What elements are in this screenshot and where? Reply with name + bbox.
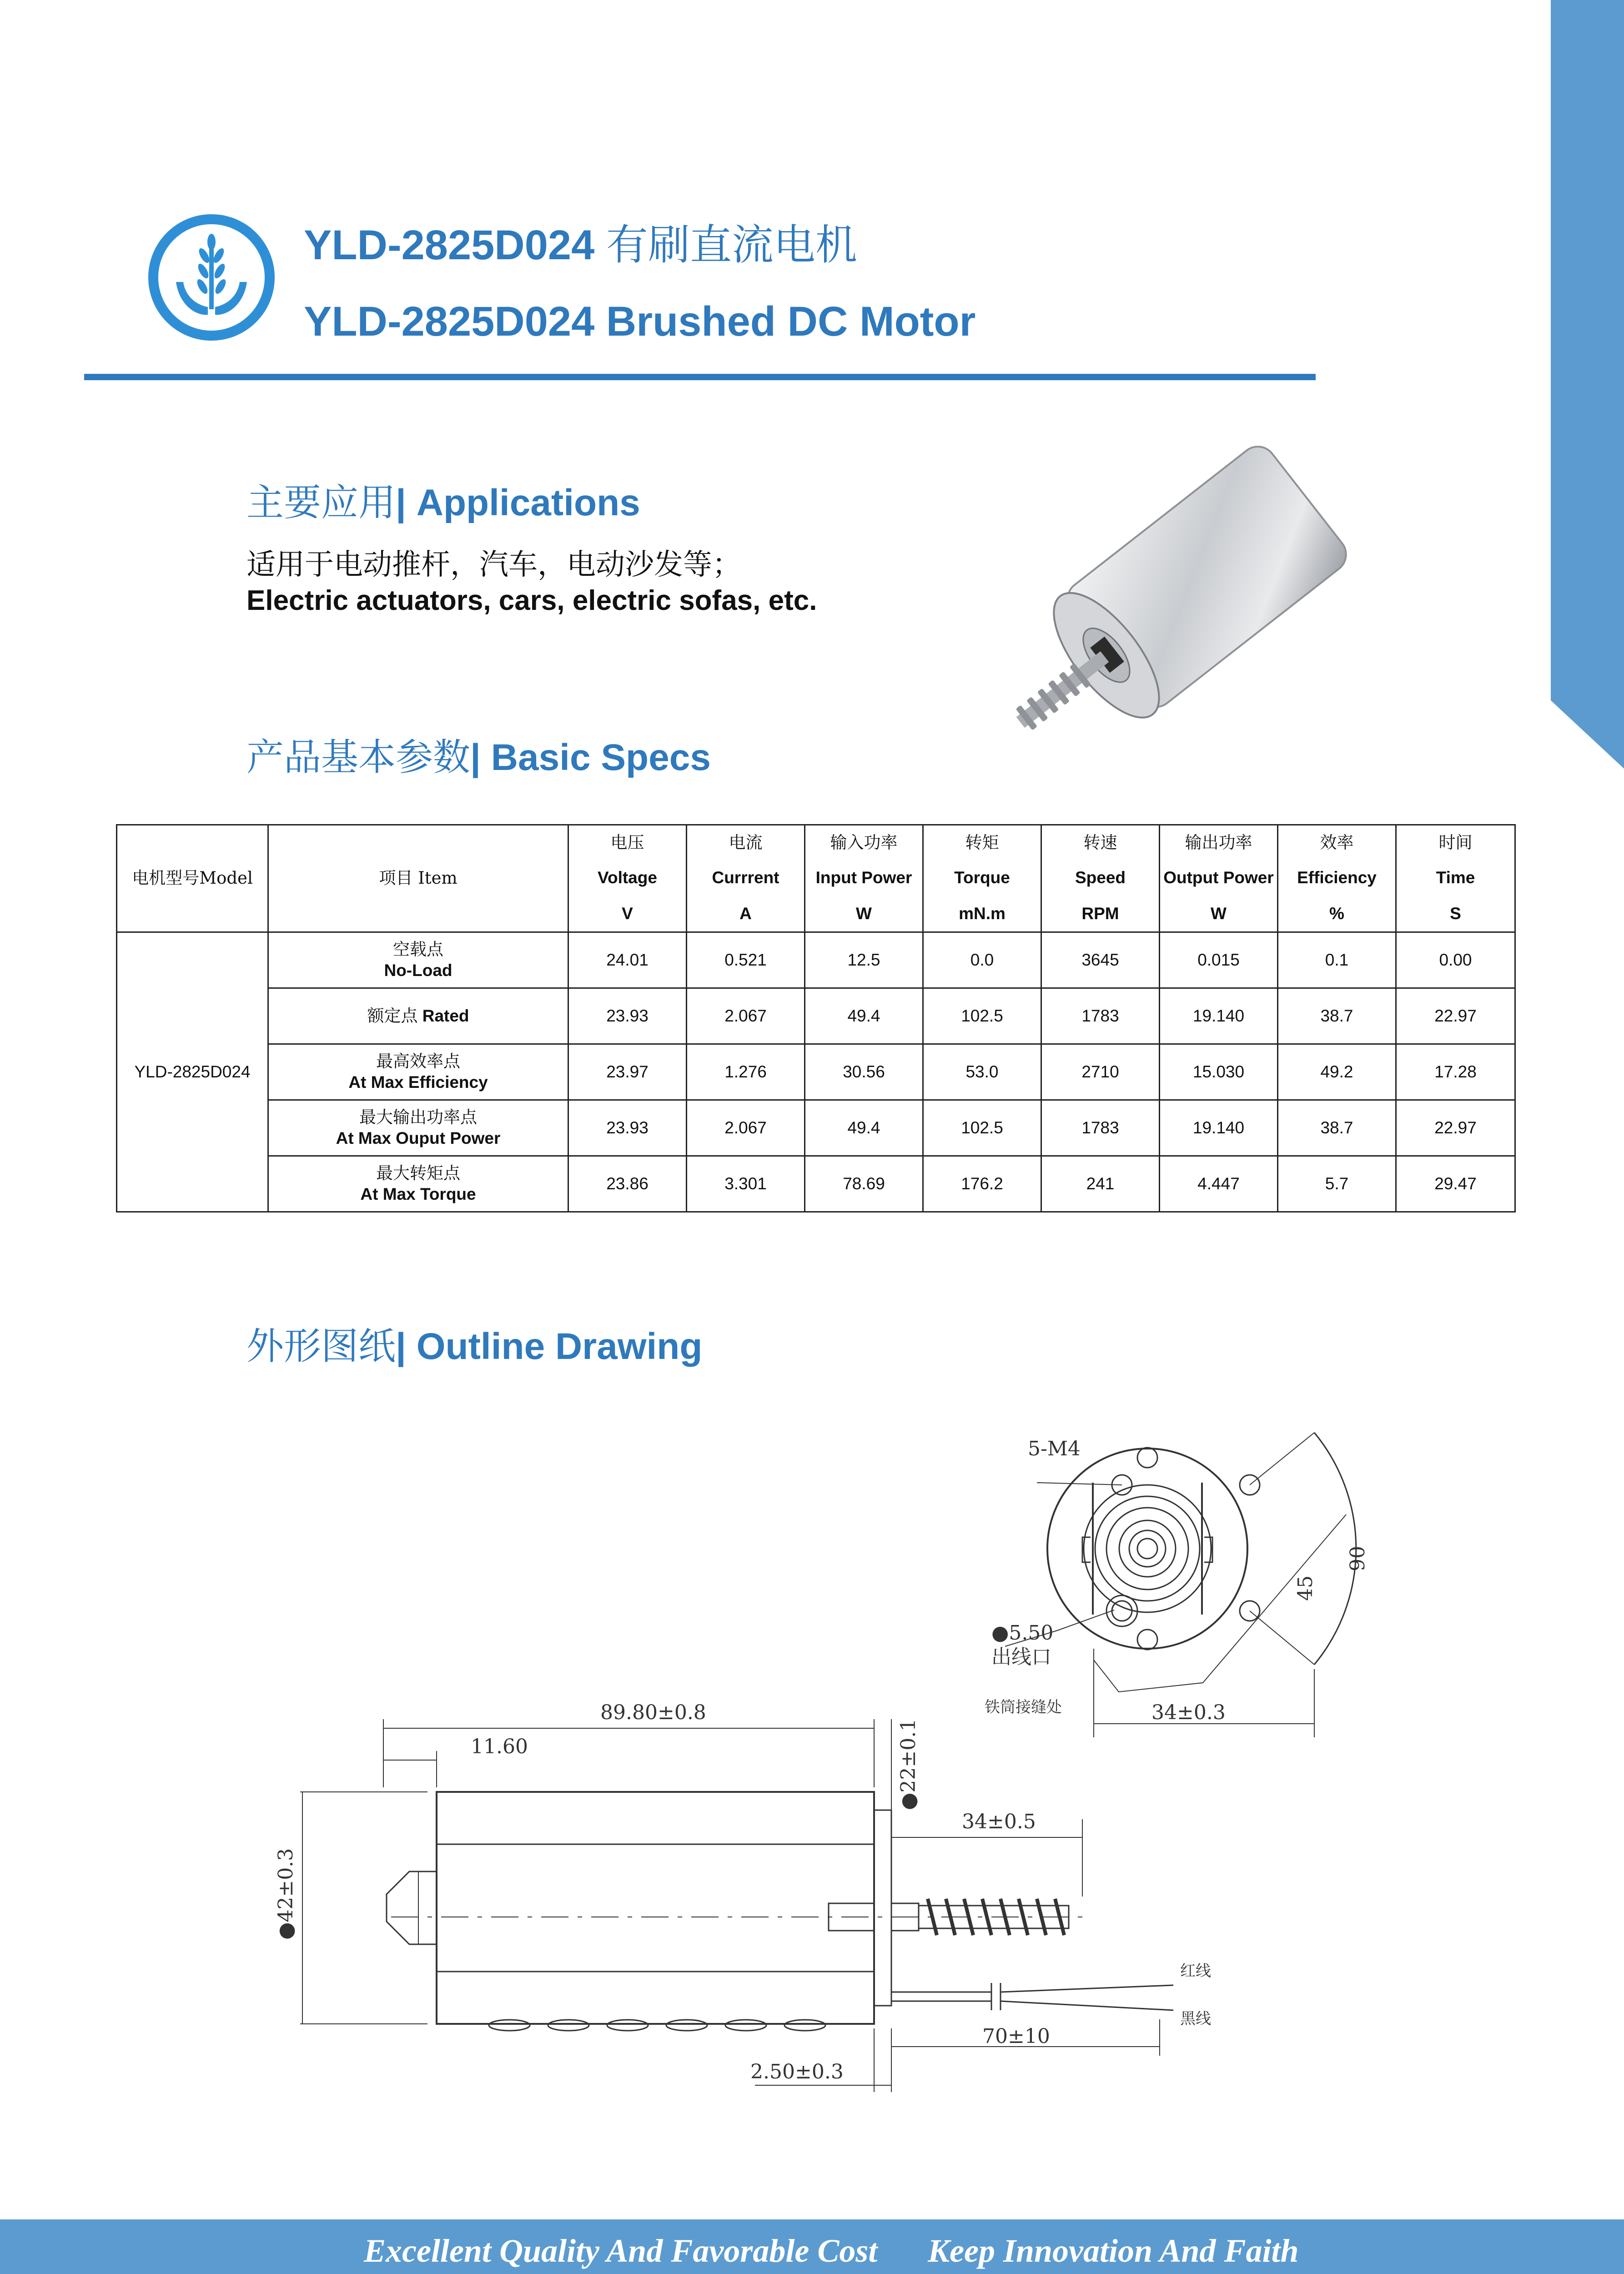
cell: 1783 bbox=[1041, 1100, 1160, 1156]
row-label-cn: 最高效率点 bbox=[376, 1051, 460, 1071]
cell: 241 bbox=[1041, 1156, 1160, 1212]
col-en-header: Speed bbox=[1041, 860, 1160, 896]
cell: 0.0 bbox=[923, 932, 1041, 988]
applications-heading-cn: 主要应用 bbox=[246, 481, 396, 524]
col-cn-header: 效率 bbox=[1278, 825, 1396, 860]
cell: 23.97 bbox=[568, 1044, 687, 1100]
col-cn-header: 转速 bbox=[1041, 825, 1160, 860]
col-en-header: Currrent bbox=[687, 860, 805, 896]
applications-heading bbox=[246, 473, 640, 526]
label-outlet: 出线口 bbox=[991, 1645, 1051, 1669]
label-angle-90: 90 bbox=[1346, 1546, 1369, 1571]
model-header: 电机型号Model bbox=[117, 825, 268, 932]
cell: 23.86 bbox=[568, 1156, 687, 1212]
specs-heading-en: | Basic Specs bbox=[470, 737, 711, 778]
cell: 49.4 bbox=[805, 988, 923, 1044]
row-label-cn: 最大转矩点 bbox=[376, 1163, 460, 1183]
specs-heading bbox=[246, 728, 711, 781]
model-cell: YLD-2825D024 bbox=[117, 932, 268, 1212]
cell: 2710 bbox=[1041, 1044, 1160, 1100]
col-unit: S bbox=[1396, 896, 1515, 932]
row-label-cn: 额定点 bbox=[367, 1006, 418, 1026]
label-dim-length: 89.80±0.8 bbox=[600, 1701, 706, 1724]
cell: 19.140 bbox=[1160, 988, 1278, 1044]
title-cn-suffix: 有刷直流电机 bbox=[606, 221, 857, 269]
row-label bbox=[268, 1156, 568, 1212]
applications-heading-en: | Applications bbox=[396, 482, 640, 523]
row-label bbox=[268, 932, 568, 988]
label-black-wire: 黑线 bbox=[1180, 2010, 1211, 2028]
front-view bbox=[1047, 1448, 1260, 1650]
cell: 1783 bbox=[1041, 988, 1160, 1044]
cell: 0.015 bbox=[1160, 932, 1278, 988]
table-row bbox=[117, 1044, 1515, 1100]
label-dim-dia22: ●22±0.1 bbox=[897, 1718, 920, 1810]
col-unit: W bbox=[1160, 896, 1278, 932]
specs-heading-cn: 产品基本参数 bbox=[246, 736, 471, 779]
cell: 2.067 bbox=[687, 1100, 805, 1156]
footer-band bbox=[0, 2219, 1624, 2274]
col-en-header: Voltage bbox=[568, 860, 687, 896]
cell: 19.140 bbox=[1160, 1100, 1278, 1156]
label-dim-34: 34±0.3 bbox=[1151, 1701, 1226, 1724]
cell: 0.521 bbox=[687, 932, 805, 988]
col-cn-header: 电流 bbox=[687, 825, 805, 860]
row-label-cn: 空载点 bbox=[393, 939, 443, 959]
cell: 1.276 bbox=[687, 1044, 805, 1100]
cell: 3645 bbox=[1041, 932, 1160, 988]
col-unit: RPM bbox=[1041, 896, 1160, 932]
applications-text-cn: 适用于电动推杆，汽车，电动沙发等； bbox=[246, 548, 741, 582]
cell: 38.7 bbox=[1278, 988, 1396, 1044]
title-divider bbox=[84, 374, 1316, 380]
table-row bbox=[117, 1156, 1515, 1212]
page-title-cn bbox=[304, 211, 857, 272]
cell: 3.301 bbox=[687, 1156, 805, 1212]
cell: 12.5 bbox=[805, 932, 923, 988]
col-unit: mN.m bbox=[923, 896, 1041, 932]
label-dim-dia42: ●42±0.3 bbox=[274, 1848, 297, 1940]
cell: 24.01 bbox=[568, 932, 687, 988]
cell: 23.93 bbox=[568, 988, 687, 1044]
page-title-en: YLD-2825D024 Brushed DC Motor bbox=[304, 298, 976, 345]
label-dia-550: ●5.50 bbox=[991, 1621, 1054, 1645]
cell: 17.28 bbox=[1396, 1044, 1515, 1100]
row-label-en: Rated bbox=[422, 1006, 469, 1025]
cell: 29.47 bbox=[1396, 1156, 1515, 1212]
motor-product-image bbox=[955, 428, 1383, 791]
col-en-header: Input Power bbox=[805, 860, 923, 896]
col-cn-header: 输出功率 bbox=[1160, 825, 1278, 860]
cell: 0.00 bbox=[1396, 932, 1515, 988]
cell: 22.97 bbox=[1396, 1100, 1515, 1156]
item-header: 项目 Item bbox=[268, 825, 568, 932]
cell: 4.447 bbox=[1160, 1156, 1278, 1212]
col-unit: W bbox=[805, 896, 923, 932]
table-row bbox=[117, 988, 1515, 1044]
cell: 22.97 bbox=[1396, 988, 1515, 1044]
row-label-en: At Max Ouput Power bbox=[336, 1129, 501, 1147]
col-unit: V bbox=[568, 896, 687, 932]
col-cn-header: 输入功率 bbox=[805, 825, 923, 860]
cell: 30.56 bbox=[805, 1044, 923, 1100]
row-label-cn: 最大输出功率点 bbox=[359, 1107, 477, 1127]
cell: 102.5 bbox=[923, 988, 1041, 1044]
row-label-en: At Max Efficiency bbox=[348, 1073, 488, 1092]
col-en-header: Output Power bbox=[1160, 860, 1278, 896]
cell: 78.69 bbox=[805, 1156, 923, 1212]
col-en-header: Torque bbox=[923, 860, 1041, 896]
specs-table bbox=[116, 824, 1516, 1212]
row-label bbox=[268, 1044, 568, 1100]
company-logo bbox=[148, 214, 275, 341]
label-seam: 铁筒接缝处 bbox=[985, 1698, 1062, 1716]
label-dim-345: 34±0.5 bbox=[962, 1810, 1036, 1833]
cell: 53.0 bbox=[923, 1044, 1041, 1100]
col-cn-header: 时间 bbox=[1396, 825, 1515, 860]
col-unit: % bbox=[1278, 896, 1396, 932]
cell: 38.7 bbox=[1278, 1100, 1396, 1156]
table-row bbox=[117, 1100, 1515, 1156]
label-dim-250: 2.50±0.3 bbox=[750, 2060, 844, 2083]
col-en-header: Efficiency bbox=[1278, 860, 1396, 896]
cell: 2.067 bbox=[687, 988, 805, 1044]
cell: 102.5 bbox=[923, 1100, 1041, 1156]
title-model: YLD-2825D024 bbox=[304, 222, 595, 268]
row-label bbox=[268, 1100, 568, 1156]
footer-slogan-right: Keep Innovation And Faith bbox=[928, 2233, 1299, 2269]
row-label-en: No-Load bbox=[384, 961, 453, 980]
applications-text-en: Electric actuators, cars, electric sofas, etc. bbox=[246, 585, 817, 616]
label-hole-spec: 5-M4 bbox=[1028, 1437, 1081, 1460]
col-en-header: Time bbox=[1396, 860, 1515, 896]
outline-heading-en: | Outline Drawing bbox=[396, 1326, 703, 1367]
cell: 5.7 bbox=[1278, 1156, 1396, 1212]
row-label-en: At Max Torque bbox=[360, 1185, 476, 1203]
col-cn-header: 转矩 bbox=[923, 825, 1041, 860]
outline-drawing bbox=[255, 1401, 1414, 2101]
cell: 176.2 bbox=[923, 1156, 1041, 1212]
outline-heading-cn: 外形图纸 bbox=[246, 1325, 396, 1368]
col-unit: A bbox=[687, 896, 805, 932]
label-red-wire: 红线 bbox=[1180, 1962, 1211, 1980]
label-dim-70: 70±10 bbox=[982, 2025, 1050, 2048]
row-label bbox=[268, 988, 568, 1044]
cell: 49.2 bbox=[1278, 1044, 1396, 1100]
col-cn-header: 电压 bbox=[568, 825, 687, 860]
label-angle-45: 45 bbox=[1294, 1575, 1317, 1601]
cell: 15.030 bbox=[1160, 1044, 1278, 1100]
side-view bbox=[387, 1792, 1173, 2031]
cell: 49.4 bbox=[805, 1100, 923, 1156]
table-row bbox=[117, 932, 1515, 988]
cell: 23.93 bbox=[568, 1100, 687, 1156]
outline-heading bbox=[246, 1317, 702, 1370]
label-dim-1160: 11.60 bbox=[471, 1735, 528, 1758]
cell: 0.1 bbox=[1278, 932, 1396, 988]
footer-slogan-left: Excellent Quality And Favorable Cost bbox=[364, 2233, 878, 2269]
